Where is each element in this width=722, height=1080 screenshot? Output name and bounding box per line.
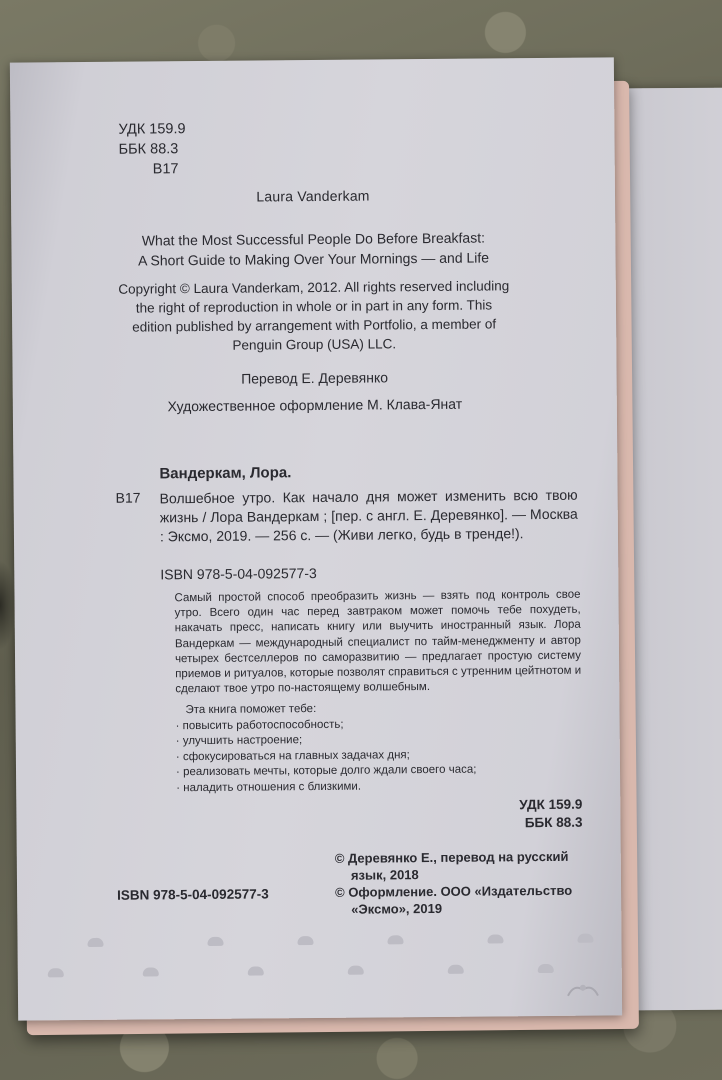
translator-credit: Перевод Е. Деревянко — [241, 369, 389, 387]
udk-code-bottom: УДК 159.9 — [519, 796, 583, 813]
copyright-ru-line: язык, 2018 — [350, 867, 419, 883]
list-item: · улучшить настроение; — [176, 732, 477, 750]
list-item: · реализовать мечты, которые долго ждали своего часа; — [176, 763, 477, 781]
benefits-list — [176, 717, 477, 797]
finger-shadow — [0, 560, 16, 650]
book-page — [10, 57, 622, 1020]
author-mark: В17 — [152, 161, 179, 178]
ornament-icon — [297, 936, 313, 945]
ornament-icon — [143, 967, 159, 976]
ornament-icon — [248, 966, 264, 975]
original-title-line: A Short Guide to Making Over Your Mornings — and Life — [137, 249, 490, 269]
author-name-en: Laura Vanderkam — [256, 187, 370, 205]
ornament-icon — [48, 968, 64, 977]
udk-code: УДК 159.9 — [118, 121, 186, 138]
decorative-ornament-row — [47, 933, 607, 952]
list-item: · повысить работоспособность; — [176, 717, 477, 735]
isbn-bottom: ISBN 978-5-04-092577-3 — [117, 886, 269, 903]
list-item: · сфокусироваться на главных задачах дня; — [176, 747, 477, 765]
copyright-ru — [335, 848, 596, 918]
design-credit: Художественное оформление М. Клава-Янат — [167, 395, 463, 415]
publisher-logo-icon — [566, 980, 600, 1000]
copyright-line: Penguin Group (USA) LLC. — [232, 336, 397, 353]
bibliographic-description: Волшебное утро. Как начало дня может изменить всю твою жизнь / Лора Вандеркам ; [пер. с англ. Е. Деревянко]. — Москва : Эксмо, 2019. — 256 с. — (Живи легко, будь в тренде!). — [159, 486, 578, 545]
bibliographic-author: Вандеркам, Лора. — [159, 464, 292, 483]
ornament-icon — [577, 934, 593, 943]
copyright-en — [12, 275, 617, 356]
list-item: · наладить отношения с близкими. — [176, 778, 477, 796]
copyright-line: edition published by arrangement with Portfolio, a member of — [132, 316, 497, 335]
copyright-ru-line: © Оформление. ООО «Издательство — [335, 882, 573, 900]
bbk-code-bottom: ББК 88.3 — [524, 814, 583, 831]
original-title — [11, 226, 615, 271]
ornament-icon — [387, 935, 403, 944]
bbk-code: ББК 88.3 — [118, 141, 179, 158]
ornament-icon — [87, 938, 103, 947]
copyright-ru-line: © Деревянко Е., перевод на русский — [334, 848, 569, 866]
ornament-icon — [348, 966, 364, 975]
copyright-ru-line: «Эксмо», 2019 — [351, 900, 443, 917]
copyright-line: Copyright © Laura Vanderkam, 2012. All rights reserved including — [118, 278, 510, 297]
bibliographic-code: В17 — [115, 489, 141, 506]
decorative-ornament-row — [48, 963, 608, 982]
copyright-line: the right of reproduction in whole or in part in any form. This — [135, 297, 493, 316]
ornament-icon — [538, 964, 554, 973]
ornament-icon — [487, 934, 503, 943]
classification-codes — [118, 119, 186, 180]
ornament-icon — [448, 965, 464, 974]
benefits-intro: Эта книга поможет тебе: — [185, 703, 317, 717]
original-title-line: What the Most Successful People Do Before Breakfast: — [141, 229, 486, 249]
annotation: Самый простой способ преобразить жизнь — взять под контроль свое утро. Всего один час перед завтраком может помочь тебе похудеть, накачать пресс, написать книгу или выучить иностранный язык. Лора Вандеркам — международный специалист по тайм-менеджменту и автор четырех бестселлеров по саморазвитию — предлагает простую систему приемов и ритуалов, которые позволят справиться с утренним цейтнотом и сделают твое утро по-настоящему волшебным. — [174, 588, 582, 696]
isbn-top: ISBN 978-5-04-092577-3 — [160, 564, 317, 583]
ornament-icon — [207, 937, 223, 946]
classification-codes-bottom — [456, 796, 582, 833]
